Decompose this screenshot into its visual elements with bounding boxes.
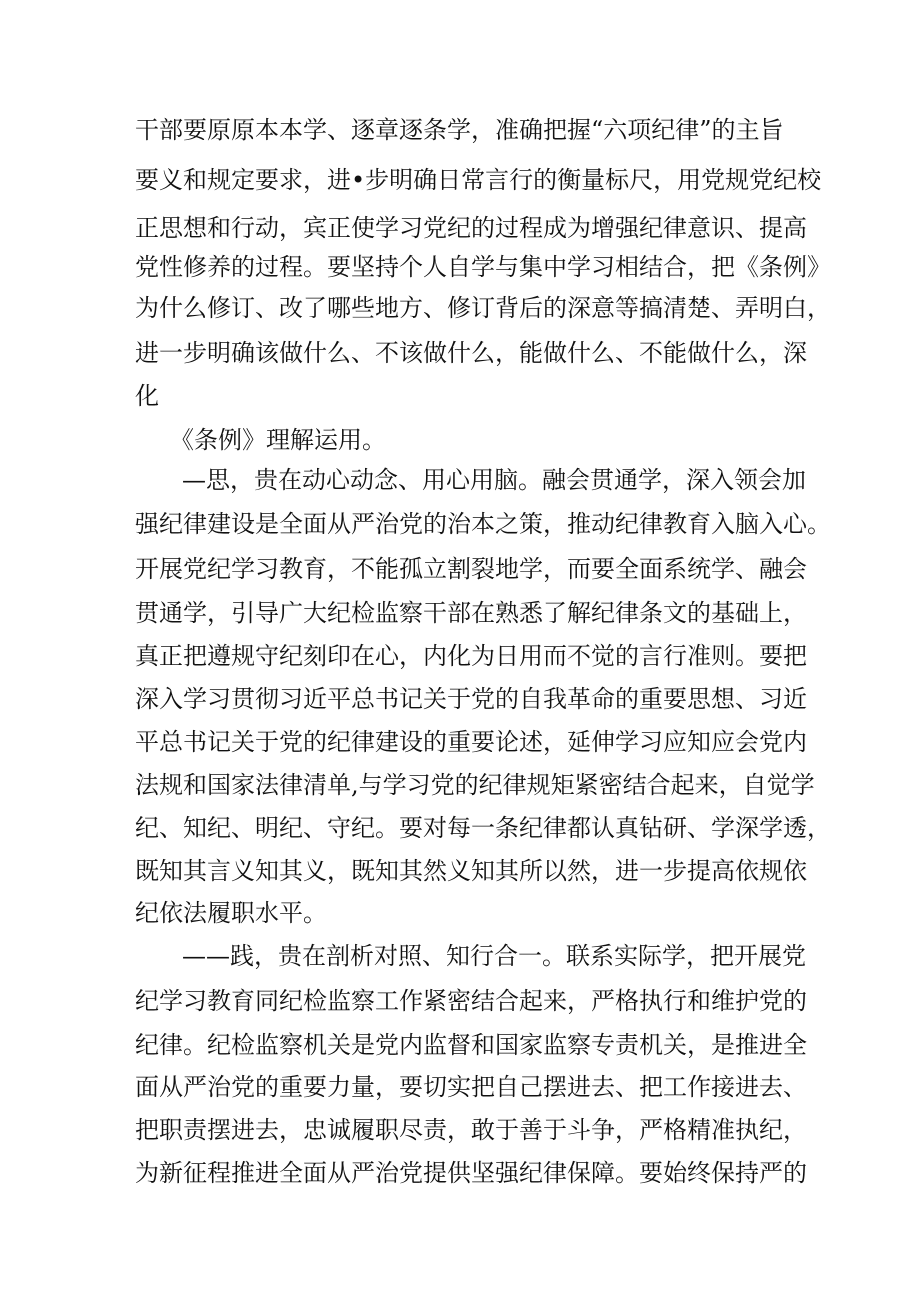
text-line: 党性修养的过程。要坚持个人自学与集中学习相结合，把《条例》 [135, 253, 831, 281]
text-line: 面从严治党的重要力量，要切实把自己摆进去、把工作接进去、 [135, 1073, 807, 1101]
text-line: 强纪律建设是全面从严治党的治本之策，推动纪律教育入脑入心。 [135, 510, 831, 538]
text-line: 纪学习教育同纪检监察工作紧密结合起来，严格执行和维护党的 [135, 987, 807, 1015]
text-line: 化 [135, 382, 159, 410]
text-line: 进一步明确该做什么、不该做什么，能做什么、不能做什么，深 [135, 339, 807, 367]
text-line: 要义和规定要求，进•步明确日常言行的衡量标尺，用党规党纪校 [135, 166, 822, 194]
paragraph-start-line: —思，贵在动心动念、用心用脑。融会贯通学，深入领会加 [182, 466, 806, 494]
text-line: 法规和国家法律清单,与学习党的纪律规矩紧密结合起来，自觉学 [135, 771, 815, 799]
text-line: 贯通学，引导广大纪检监察干部在熟悉了解纪律条文的基础上， [135, 599, 807, 627]
text-line-indented: 《条例》理解运用。 [170, 426, 386, 454]
text-line: 纪依法履职水平。 [135, 899, 327, 927]
text-line: 把职责摆进去，忠诚履职尽责，敢于善于斗争，严格精准执纪， [135, 1116, 807, 1144]
text-line: 平总书记关于党的纪律建设的重要论述，延伸学习应知应会党内 [135, 728, 807, 756]
text-line: 真正把遵规守纪刻印在心，内化为日用而不觉的言行准则。要把 [135, 642, 807, 670]
text-line: 正思想和行动，宾正使学习党纪的过程成为增强纪律意识、提高 [135, 214, 807, 242]
text-line: 开展党纪学习教育，不能孤立割裂地学，而要全面系统学、融会 [135, 555, 807, 583]
text-line: 干部要原原本本学、逐章逐条学，准确把握“六项纪律”的主旨 [135, 116, 784, 144]
text-line: 纪律。纪检监察机关是党内监督和国家监察专责机关，是推进全 [135, 1031, 807, 1059]
paragraph-start-line: ——践，贵在剖析对照、知行合一。联系实际学，把开展党 [182, 942, 806, 970]
text-line: 既知其言义知其义，既知其然义知其所以然，进一步提高依规依 [135, 857, 807, 885]
text-line: 深入学习贯彻习近平总书记关于党的自我革命的重要思想、习近 [135, 685, 807, 713]
text-line: 纪、知纪、明纪、守纪。要对每一条纪律都认真钻研、学深学透， [135, 814, 831, 842]
text-line: 为什么修订、改了哪些地方、修订背后的深意等搞清楚、弄明白， [135, 294, 831, 322]
text-line: 为新征程推进全面从严治党提供坚强纪律保障。要始终保持严的 [135, 1159, 807, 1187]
